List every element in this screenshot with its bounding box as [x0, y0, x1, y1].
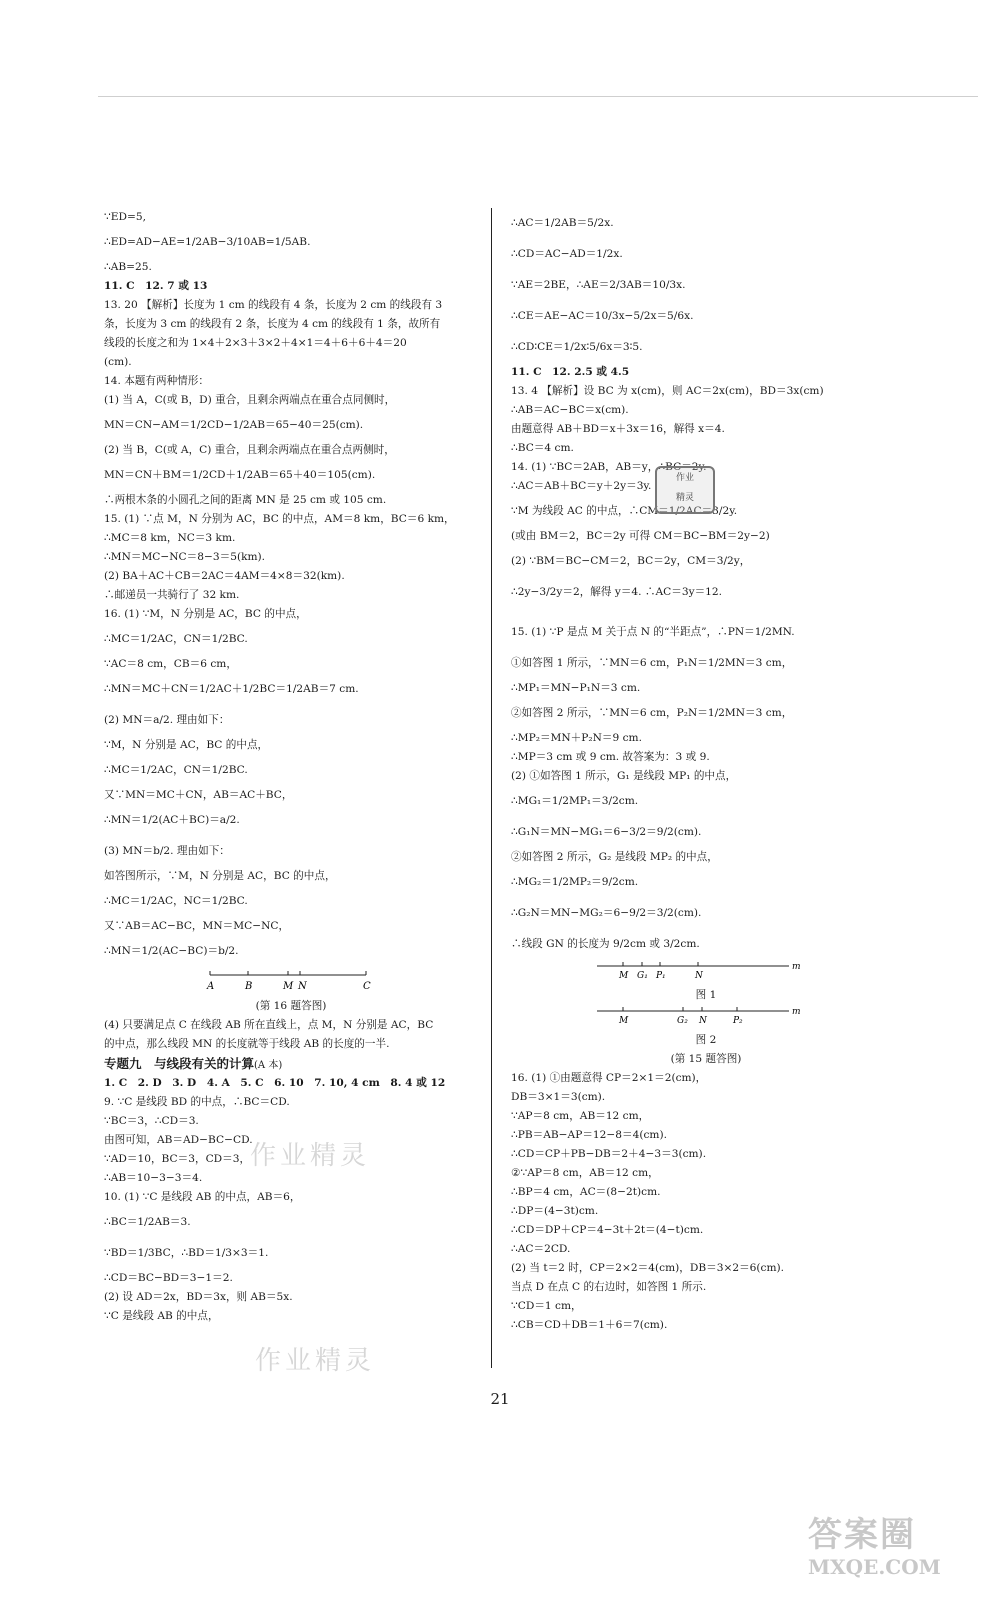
right-column: [511, 208, 901, 1335]
label-G1: G₁: [637, 971, 648, 981]
text-line: ②∵AP＝8 cm，AB＝12 cm，: [511, 1167, 659, 1179]
text-line: ②如答图 2 所示，G₂ 是线段 MP₂ 的中点，: [511, 851, 718, 863]
text-line: 又∵MN＝MC＋CN，AB＝AC＋BC，: [104, 789, 293, 801]
text-line: ∴MG₂＝1/2MP₂＝9/2cm.: [511, 876, 639, 888]
text-line: (cm).: [104, 356, 132, 368]
site-logo-en: MXQE.COM: [808, 1555, 941, 1579]
topic-answers: 1. C 2. D 3. D 4. A 5. C 6. 10 7. 10, 4 cm 8. 4 或 12: [104, 1077, 446, 1089]
site-logo: [808, 1515, 976, 1590]
figure-15-caption: (第 15 题答图): [670, 1053, 742, 1065]
text-line: ∴G₂N＝MN−MG₂＝6−9/2＝3/2(cm).: [511, 907, 702, 919]
text-line: 如答图所示，∵M，N 分别是 AC，BC 的中点，: [104, 870, 336, 882]
text-line: ②如答图 2 所示，∵MN＝6 cm，P₂N＝1/2MN＝3 cm，: [511, 707, 793, 719]
text-line: 又∵AB＝AC−BC，MN＝MC−NC，: [104, 920, 290, 932]
text-line: (或由 BM＝2，BC＝2y 可得 CM＝BC−BM＝2y−2): [511, 530, 770, 542]
text-line: ∴两根木条的小圆孔之间的距离 MN 是 25 cm 或 105 cm.: [104, 494, 387, 506]
figure-15-2-caption: 图 2: [695, 1034, 717, 1046]
text-line: ∴CD＝AC−AD＝1/2x.: [511, 248, 623, 260]
text-line: ∵M，N 分别是 AC，BC 的中点，: [104, 739, 269, 751]
text-line: ∴邮递员一共骑行了 32 km.: [104, 589, 240, 601]
label-N: N: [699, 1016, 707, 1026]
figure-15-1: [511, 960, 901, 986]
text-line: ∴AB＝10−3−3＝4.: [104, 1172, 203, 1184]
text-line: ∵AD＝10，BC＝3，CD＝3，: [104, 1153, 251, 1165]
label-M: M: [619, 1016, 629, 1026]
text-line: (2) 当 t＝2 时，CP＝2×2＝4(cm)，DB＝3×2＝6(cm).: [511, 1262, 785, 1274]
text-line: ∴MC＝8 km，NC＝3 km.: [104, 532, 236, 544]
text-line: ∴MG₁＝1/2MP₁＝3/2cm.: [511, 795, 639, 807]
label-m: m: [792, 962, 801, 972]
text-line: 16. (1) ∵M，N 分别是 AC，BC 的中点，: [104, 608, 307, 620]
text-line: 条，长度为 3 cm 的线段有 2 条，长度为 4 cm 的线段有 1 条，故所有: [104, 318, 441, 330]
text-line: 11. C 12. 7 或 13: [104, 280, 208, 292]
text-line: 15. (1) ∵点 M，N 分别为 AC，BC 的中点，AM＝8 km，BC＝6 km，: [104, 513, 455, 525]
page-top-rule: [98, 96, 978, 97]
text-line: 15. (1) ∵P 是点 M 关于点 N 的“半距点”，∴PN＝1/2MN.: [511, 626, 795, 638]
page-number: 21: [490, 1390, 510, 1408]
text-line: ∴MN＝1/2(AC＋BC)＝a/2.: [104, 814, 240, 826]
text-line: ∵M 为线段 AC 的中点，∴CM＝1/2AC＝3/2y.: [511, 505, 738, 517]
text-line: (2) MN＝a/2. 理由如下：: [104, 714, 230, 726]
figure-15-2: [511, 1005, 901, 1031]
text-line: 11. C 12. 2.5 或 4.5: [511, 366, 630, 378]
watermark-1: 作业精灵: [250, 1141, 371, 1171]
text-line: (1) 当 A，C(或 B，D) 重合，且剩余两端点在重合点同侧时，: [104, 394, 396, 406]
text-line: ∴MC＝1/2AC，CN＝1/2BC.: [104, 633, 248, 645]
label-A: A: [207, 981, 215, 992]
text-line: ∴G₁N＝MN−MG₁＝6−3/2＝9/2(cm).: [511, 826, 702, 838]
text-line: 14. 本题有两种情形：: [104, 375, 209, 387]
text-line: 9. ∵C 是线段 BD 的中点，∴BC＝CD.: [104, 1096, 290, 1108]
stamp-text-1: 作业: [675, 473, 694, 483]
stamp-watermark: [655, 466, 715, 514]
text-line: ∴MP₂＝MN＋P₂N＝9 cm.: [511, 732, 642, 744]
text-line: ∵C 是线段 AB 的中点，: [104, 1310, 219, 1322]
text-line: ∵AE＝2BE，∴AE＝2/3AB＝10/3x.: [511, 279, 686, 291]
label-C: C: [363, 981, 371, 992]
text-line: ∴PB＝AB−AP＝12−8＝4(cm).: [511, 1129, 667, 1141]
text-line: ∴MP＝3 cm 或 9 cm. 故答案为：3 或 9.: [511, 751, 710, 763]
figure-15-2-diagram: [511, 1005, 901, 1031]
text-line: ①如答图 1 所示，∵MN＝6 cm，P₁N＝1/2MN＝3 cm，: [511, 657, 793, 669]
text-line: ∴线段 GN 的长度为 9/2cm 或 3/2cm.: [511, 938, 700, 950]
text-line: (2) ∵BM＝BC−CM＝2，BC＝2y，CM＝3/2y，: [511, 555, 751, 567]
figure-16: [104, 967, 478, 997]
text-line: MN＝CN＋BM＝1/2CD＋1/2AB＝65＋40＝105(cm).: [104, 469, 376, 481]
text-line: ∴DP＝(4−3t)cm.: [511, 1205, 599, 1217]
text-line: ∵AP＝8 cm，AB＝12 cm，: [511, 1110, 650, 1122]
topic-title: [104, 1054, 478, 1074]
text-line: (4) 只要满足点 C 在线段 AB 所在直线上，点 M，N 分别是 AC，BC: [104, 1019, 434, 1031]
text-line: ∴MN＝MC＋CN＝1/2AC＋1/2BC＝1/2AB＝7 cm.: [104, 683, 359, 695]
text-line: 由图可知，AB＝AD−BC−CD.: [104, 1134, 253, 1146]
text-line: ∴AC＝AB＋BC＝y＋2y＝3y.: [511, 480, 652, 492]
column-divider: [491, 208, 492, 1368]
text-line: (2) 设 AD＝2x，BD＝3x，则 AB＝5x.: [104, 1291, 293, 1303]
text-line: ∴MN＝1/2(AC−BC)＝b/2.: [104, 945, 239, 957]
label-M: M: [283, 981, 294, 992]
text-line: ∴CD＝BC−BD＝3−1＝2.: [104, 1272, 233, 1284]
text-line: ∴AB=25.: [104, 261, 152, 273]
text-line: ∴CB＝CD＋DB＝1＋6＝7(cm).: [511, 1319, 668, 1331]
figure-15-1-caption: 图 1: [695, 989, 717, 1001]
label-G2: G₂: [677, 1016, 688, 1026]
text-line: ∵CD＝1 cm，: [511, 1300, 582, 1312]
text-line: 线段的长度之和为 1×4＋2×3＋3×2＋4×1＝4＋6＋6＋4＝20: [104, 337, 407, 349]
figure-15-1-diagram: [511, 960, 901, 986]
site-logo-cn: 答案圈: [808, 1515, 916, 1555]
text-line: (2) BA＋AC＋CB＝2AC＝4AM＝4×8＝32(km).: [104, 570, 345, 582]
text-line: ∴BC＝4 cm.: [511, 442, 574, 454]
label-P1: P₁: [656, 971, 666, 981]
text-line: (2) 当 B，C(或 A，C) 重合，且剩余两端点在重合点两侧时，: [104, 444, 395, 456]
text-line: ∴MC＝1/2AC，CN＝1/2BC.: [104, 764, 248, 776]
label-B: B: [245, 981, 253, 992]
text-line: 的中点，那么线段 MN 的长度就等于线段 AB 的长度的一半.: [104, 1038, 390, 1050]
label-N: N: [298, 981, 307, 992]
text-line: (3) MN＝b/2. 理由如下：: [104, 845, 230, 857]
text-line: ∴CD＝CP＋PB−DB＝2＋4−3＝3(cm).: [511, 1148, 707, 1160]
text-line: ∴MC＝1/2AC，NC＝1/2BC.: [104, 895, 248, 907]
figure-16-diagram: [104, 967, 478, 997]
text-line: ∴CD∶CE＝1/2x∶5/6x＝3∶5.: [511, 341, 643, 353]
text-line: ∴AC＝1/2AB＝5/2x.: [511, 217, 614, 229]
text-line: (2) ①如答图 1 所示，G₁ 是线段 MP₁ 的中点，: [511, 770, 737, 782]
text-line: ∴AB＝AC−BC＝x(cm).: [511, 404, 629, 416]
text-line: 当点 D 在点 C 的右边时，如答图 1 所示.: [511, 1281, 707, 1293]
text-line: ∵BD＝1/3BC，∴BD＝1/3×3＝1.: [104, 1247, 269, 1259]
text-line: ∴MN＝MC−NC＝8−3＝5(km).: [104, 551, 266, 563]
text-line: 13. 4 【解析】设 BC 为 x(cm)，则 AC＝2x(cm)，BD＝3x(cm): [511, 385, 824, 397]
text-line: ∴CD＝DP＋CP＝4−3t＋2t＝(4−t)cm.: [511, 1224, 704, 1236]
topic-title-suffix: (A 本): [254, 1060, 283, 1071]
text-line: 10. (1) ∵C 是线段 AB 的中点，AB＝6，: [104, 1191, 301, 1203]
label-P2: P₂: [733, 1016, 743, 1026]
watermark-2: 作业精灵: [255, 1346, 376, 1376]
label-N: N: [695, 971, 703, 981]
text-line: MN＝CN−AM＝1/2CD−1/2AB＝65−40＝25(cm).: [104, 419, 364, 431]
figure-16-caption: (第 16 题答图): [255, 1000, 327, 1012]
label-m: m: [792, 1007, 801, 1017]
stamp-text-2: 精灵: [675, 493, 694, 503]
text-line: ∵AC＝8 cm，CB＝6 cm，: [104, 658, 237, 670]
text-line: ∵ED=5,: [104, 211, 146, 223]
text-line: ∴BP＝4 cm，AC＝(8−2t)cm.: [511, 1186, 661, 1198]
text-line: ∴MP₁＝MN−P₁N＝3 cm.: [511, 682, 641, 694]
text-line: DB＝3×1＝3(cm).: [511, 1091, 606, 1103]
text-line: 14. (1) ∵BC＝2AB，AB＝y，∴BC＝2y.: [511, 461, 707, 473]
text-line: 13. 20 【解析】长度为 1 cm 的线段有 4 条，长度为 2 cm 的线段有 3: [104, 299, 443, 311]
text-line: 由题意得 AB＋BD＝x＋3x＝16，解得 x＝4.: [511, 423, 725, 435]
text-line: ∵BC＝3，∴CD＝3.: [104, 1115, 199, 1127]
topic-title-text: 专题九 与线段有关的计算: [104, 1056, 255, 1071]
text-line: ∴BC＝1/2AB＝3.: [104, 1216, 191, 1228]
label-M: M: [619, 971, 629, 981]
text-line: ∴CE＝AE−AC＝10/3x−5/2x＝5/6x.: [511, 310, 694, 322]
text-line: ∴ED=AD−AE=1/2AB−3/10AB=1/5AB.: [104, 236, 311, 248]
text-line: ∴AC＝2CD.: [511, 1243, 571, 1255]
text-line: ∴2y−3/2y＝2，解得 y＝4. ∴AC＝3y＝12.: [511, 586, 723, 598]
text-line: 16. (1) ①由题意得 CP＝2×1＝2(cm)，: [511, 1072, 707, 1084]
